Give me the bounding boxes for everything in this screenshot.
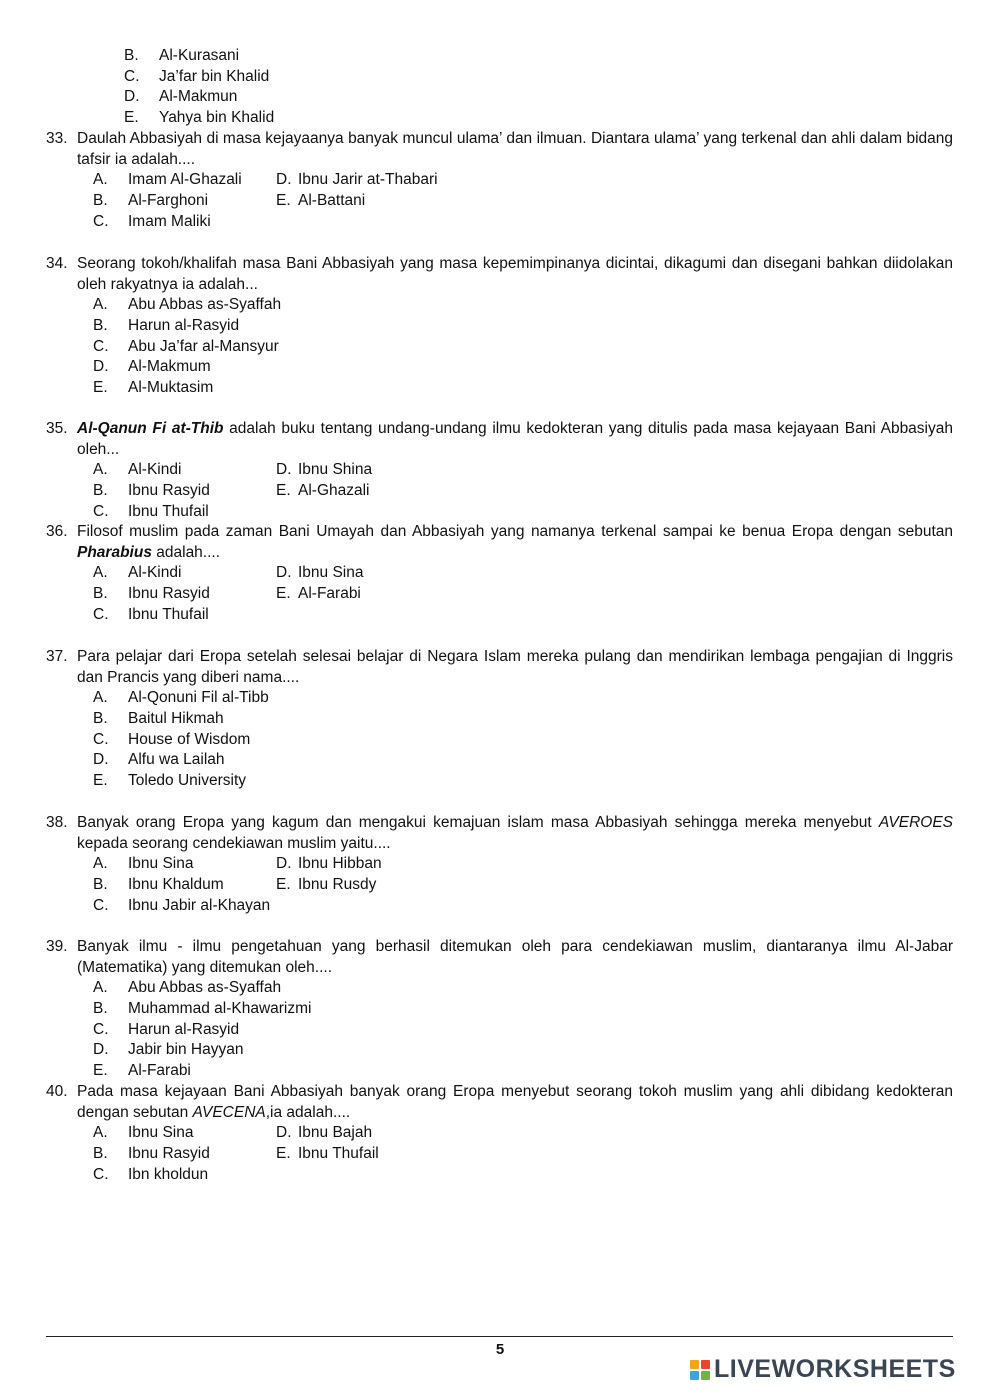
options-list: [93, 978, 953, 1081]
logo-square: [690, 1360, 699, 1369]
option-a[interactable]: A. Imam Al-Ghazali: [93, 171, 242, 189]
option-d[interactable]: D. Al-Makmum: [93, 358, 211, 376]
question-number: 40.: [46, 1083, 68, 1100]
options-list: [124, 46, 953, 129]
question-text: Daulah Abbasiyah di masa kejayaanya banyak muncul ulama’ dan ilmuan. Diantara ulama’ yang terkenal dan ahli dalam bidang tafsir ia adalah....: [77, 130, 953, 168]
options-list: [93, 460, 953, 522]
option-b[interactable]: B. Ibnu Rasyid: [93, 482, 210, 500]
option-a[interactable]: A. Ibnu Sina: [93, 855, 194, 873]
option-e[interactable]: E. Ibnu Rusdy: [276, 876, 377, 894]
options-list: [93, 854, 953, 916]
option-a[interactable]: A. Al-Qonuni Fil al-Tibb: [93, 689, 269, 707]
option-c[interactable]: C. Ibnu Thufail: [93, 605, 209, 623]
logo-square: [690, 1371, 699, 1380]
option-d[interactable]: D. Ibnu Jarir at-Thabari: [276, 171, 438, 189]
options-list: [93, 688, 953, 791]
footer-divider: [46, 1336, 953, 1337]
liveworksheets-brand[interactable]: [690, 1355, 956, 1384]
question-36: [46, 522, 953, 625]
option-row: [93, 563, 953, 584]
option-e[interactable]: E. Toledo University: [93, 772, 247, 790]
question-text: Banyak orang Eropa yang kagum dan mengakui kemajuan islam masa Abbasiyah sehingga mereka menyebut AVEROES kepada seorang cendekiawan muslim yaitu....: [77, 814, 953, 852]
option-c[interactable]: C. Imam Maliki: [93, 212, 211, 230]
option-c[interactable]: C. Ibnu Thufail: [93, 502, 209, 520]
question-number: 37.: [46, 648, 68, 665]
term-avecena: AVECENA: [192, 1103, 266, 1121]
question-number: 34.: [46, 255, 68, 272]
option-e[interactable]: E. Al-Muktasim: [93, 379, 214, 397]
option-c[interactable]: C. House of Wisdom: [93, 730, 251, 748]
liveworksheets-logo-icon: [690, 1360, 710, 1380]
question-text: Al-Qanun Fi at-Thib adalah buku tentang undang-undang ilmu kedokteran yang ditulis pada masa kejayaan Bani Abbasiyah oleh...: [77, 420, 953, 458]
option-b[interactable]: B. Ibnu Rasyid: [93, 1145, 210, 1163]
option-b[interactable]: B. Al-Farghoni: [93, 192, 209, 210]
option-row: [93, 460, 953, 481]
question-39: [46, 937, 953, 1082]
question-number: 36.: [46, 523, 68, 540]
option-e[interactable]: E. Yahya bin Khalid: [124, 109, 275, 127]
question-text: Para pelajar dari Eropa setelah selesai belajar di Negara Islam mereka pulang dan mendirikan lembaga pengajian di Inggris dan Prancis yang diberi nama....: [77, 648, 953, 686]
question-40: [46, 1082, 953, 1185]
option-d[interactable]: D. Ibnu Sina: [276, 564, 364, 582]
option-d[interactable]: D. Alfu wa Lailah: [93, 751, 225, 769]
option-b[interactable]: B. Muhammad al-Khawarizmi: [93, 1000, 312, 1018]
question-number: 33.: [46, 130, 68, 147]
question-37: [46, 647, 953, 792]
option-b[interactable]: B. Ibnu Rasyid: [93, 585, 210, 603]
option-row: [93, 854, 953, 875]
options-list: [93, 295, 953, 398]
option-e[interactable]: E. Al-Ghazali: [276, 482, 370, 500]
question-32-options: [46, 46, 953, 129]
option-a[interactable]: A. Al-Kindi: [93, 461, 182, 479]
option-d[interactable]: D. Al-Makmun: [124, 88, 238, 106]
option-c[interactable]: C. Ibn kholdun: [93, 1165, 209, 1183]
option-e[interactable]: E. Al-Farabi: [276, 585, 361, 603]
term-averoes: AVEROES: [878, 814, 953, 831]
option-a[interactable]: A. Ibnu Sina: [93, 1124, 194, 1142]
logo-square: [701, 1371, 710, 1380]
question-text: Pada masa kejayaan Bani Abbasiyah banyak orang Eropa menyebut seorang tokoh muslim yang ahli dibidang kedokteran dengan sebutan AVECENA,ia adalah....: [77, 1083, 953, 1121]
option-d[interactable]: D. Ibnu Bajah: [276, 1124, 373, 1142]
question-text: Filosof muslim pada zaman Bani Umayah dan Abbasiyah yang namanya terkenal sampai ke benua Eropa dengan sebutan Pharabius adalah....: [77, 523, 953, 561]
option-a[interactable]: A. Al-Kindi: [93, 564, 182, 582]
option-row: [93, 1123, 953, 1144]
option-d[interactable]: D. Ibnu Hibban: [276, 855, 382, 873]
option-b[interactable]: B. Al-Kurasani: [124, 47, 240, 64]
option-row: [93, 875, 953, 896]
option-b[interactable]: B. Ibnu Khaldum: [93, 876, 224, 894]
question-34: [46, 254, 953, 399]
option-d[interactable]: D. Ibnu Shina: [276, 461, 373, 479]
question-number: 39.: [46, 938, 68, 955]
option-c[interactable]: C. Harun al-Rasyid: [93, 1020, 240, 1038]
option-row: [93, 170, 953, 191]
option-row: [93, 1144, 953, 1165]
page-number: 5: [495, 1341, 505, 1358]
option-a[interactable]: A. Abu Abbas as-Syaffah: [93, 979, 282, 997]
option-b[interactable]: B. Harun al-Rasyid: [93, 317, 240, 335]
term-pharabius: Pharabius: [77, 543, 152, 561]
option-b[interactable]: B. Baitul Hikmah: [93, 710, 224, 728]
option-c[interactable]: C. Ibnu Jabir al-Khayan: [93, 896, 271, 914]
logo-square: [701, 1360, 710, 1369]
question-text: Seorang tokoh/khalifah masa Bani Abbasiyah yang masa kepemimpinanya dicintai, dikagumi dan disegani bahkan diidolakan oleh rakyatnya ia adalah...: [77, 255, 953, 293]
options-list: [93, 563, 953, 625]
option-row: [93, 191, 953, 212]
option-row: [93, 584, 953, 605]
question-33: [46, 129, 953, 232]
option-a[interactable]: A. Abu Abbas as-Syaffah: [93, 296, 282, 314]
brand-name: LIVEWORKSHEETS: [714, 1355, 956, 1383]
question-text: Banyak ilmu - ilmu pengetahuan yang berhasil ditemukan oleh para cendekiawan muslim, diantaranya ilmu Al-Jabar (Matematika) yang ditemukan oleh....: [77, 938, 953, 976]
option-d[interactable]: D. Jabir bin Hayyan: [93, 1041, 244, 1059]
question-number: 35.: [46, 420, 68, 437]
book-title: Al-Qanun Fi at-Thib: [77, 420, 224, 437]
option-row: [93, 481, 953, 502]
option-e[interactable]: E. Ibnu Thufail: [276, 1145, 379, 1163]
option-e[interactable]: E. Al-Farabi: [93, 1062, 191, 1080]
options-list: [93, 1123, 953, 1185]
question-38: [46, 813, 953, 916]
question-35: [46, 419, 953, 522]
option-e[interactable]: E. Al-Battani: [276, 192, 366, 210]
option-c[interactable]: C. Abu Ja’far al-Mansyur: [93, 337, 279, 355]
options-list: [93, 170, 953, 232]
question-number: 38.: [46, 814, 68, 831]
option-c[interactable]: C. Ja’far bin Khalid: [124, 67, 270, 85]
